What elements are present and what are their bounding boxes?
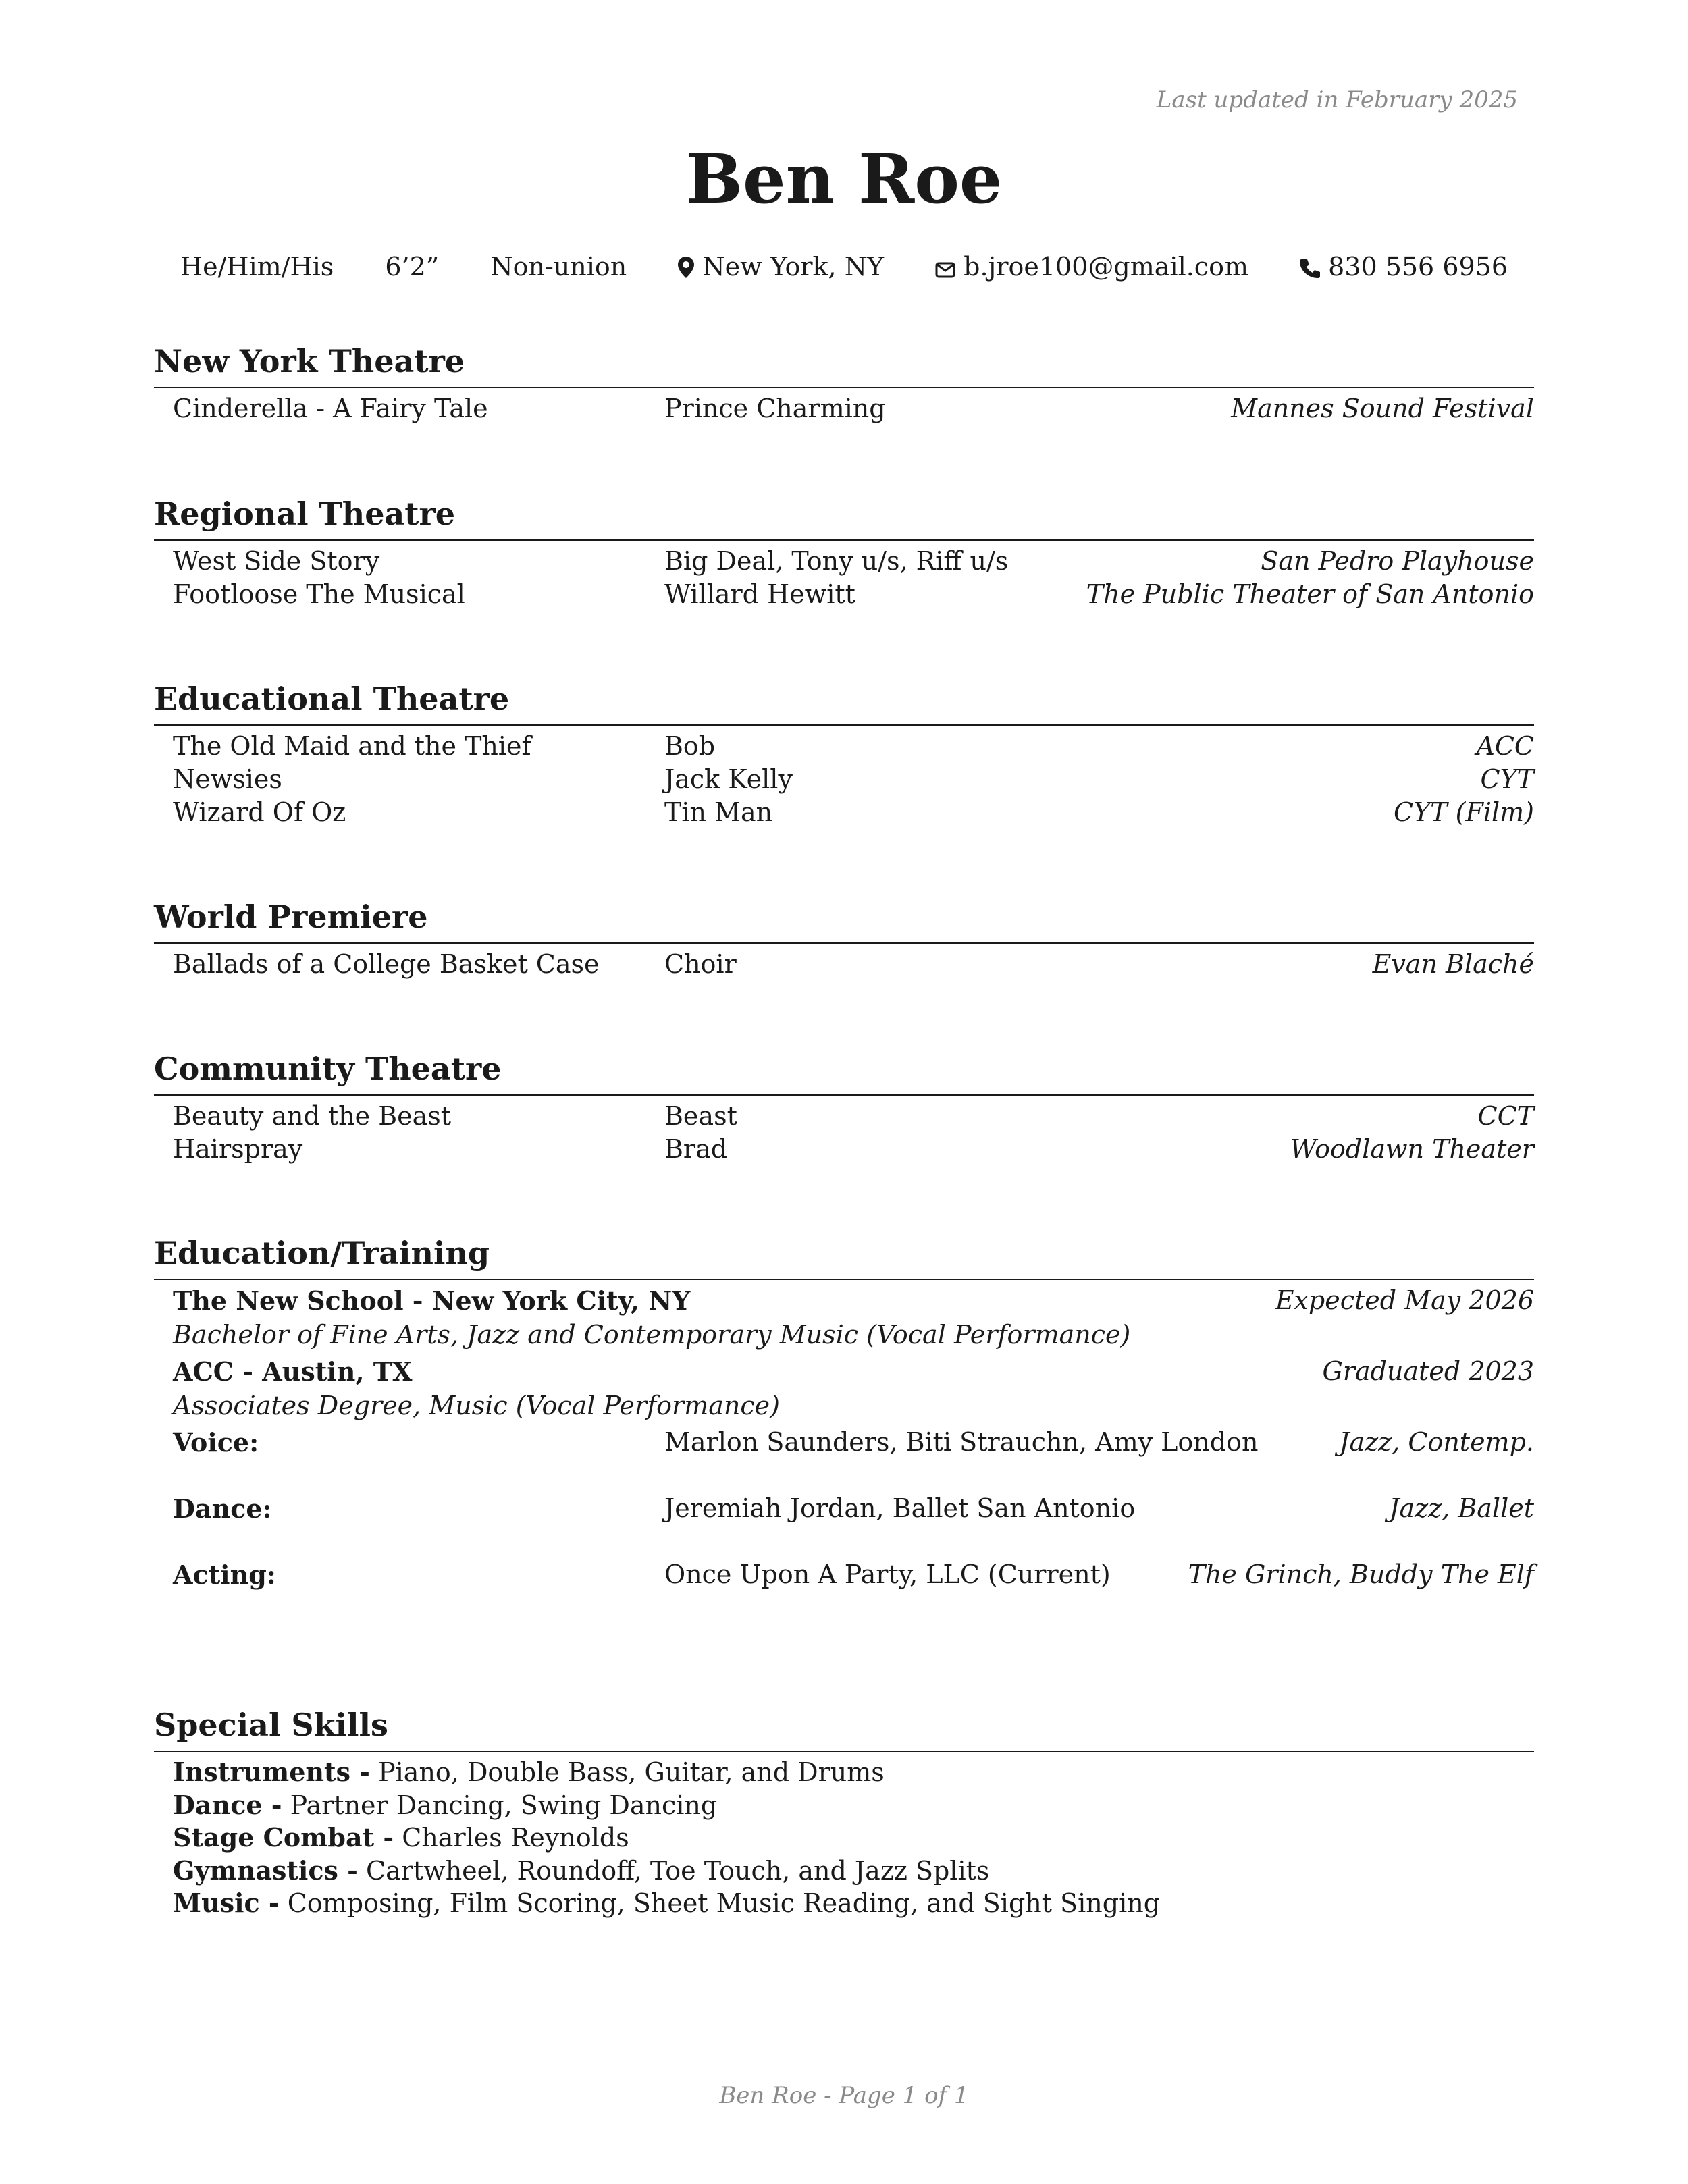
school-row bbox=[154, 1355, 1534, 1388]
location-pin-icon bbox=[678, 257, 694, 278]
show-title: Newsies bbox=[173, 764, 282, 794]
venue: Evan Blaché bbox=[1372, 949, 1534, 979]
skill-text: Composing, Film Scoring, Sheet Music Reading, and Sight Singing bbox=[287, 1888, 1161, 1918]
training-teachers: Once Upon A Party, LLC (Current) bbox=[664, 1560, 1111, 1589]
credit-row bbox=[154, 578, 1534, 611]
credit-row bbox=[154, 730, 1534, 763]
page-footer: Ben Roe - Page 1 of 1 bbox=[719, 2082, 969, 2109]
skill-item bbox=[154, 1756, 1534, 1789]
section-educational-theatre bbox=[154, 678, 1534, 829]
venue: The Public Theater of San Antonio bbox=[1086, 579, 1534, 609]
role: Bob bbox=[664, 731, 716, 761]
page-title: Ben Roe bbox=[685, 139, 1003, 219]
role: Willard Hewitt bbox=[664, 579, 855, 609]
venue: CCT bbox=[1477, 1101, 1534, 1131]
degree: Associates Degree, Music (Vocal Performance) bbox=[173, 1391, 780, 1420]
role: Big Deal, Tony u/s, Riff u/s bbox=[664, 546, 1009, 576]
credit-row bbox=[154, 763, 1534, 796]
skill-item bbox=[154, 1855, 1534, 1888]
school-name: ACC - Austin, TX bbox=[173, 1356, 413, 1387]
training-label: Voice: bbox=[173, 1427, 259, 1458]
section-new-york-theatre bbox=[154, 341, 1534, 425]
show-title: Wizard Of Oz bbox=[173, 797, 346, 827]
school-name: The New School - New York City, NY bbox=[173, 1285, 691, 1316]
email-text[interactable]: b.jroe100@gmail.com bbox=[964, 251, 1248, 282]
credit-row bbox=[154, 545, 1534, 578]
training-row bbox=[154, 1492, 1534, 1558]
skill-label: Music - bbox=[173, 1888, 280, 1918]
skill-item bbox=[154, 1789, 1534, 1822]
training-teachers: Marlon Saunders, Biti Strauchn, Amy London bbox=[664, 1427, 1259, 1457]
email[interactable] bbox=[935, 250, 1248, 284]
skill-text: Cartwheel, Roundoff, Toe Touch, and Jazz Splits bbox=[366, 1855, 990, 1886]
section-title: World Premiere bbox=[154, 897, 1534, 944]
location-text: New York, NY bbox=[702, 251, 885, 282]
section-title: Education/Training bbox=[154, 1233, 1534, 1280]
role: Beast bbox=[664, 1101, 737, 1131]
show-title: Beauty and the Beast bbox=[173, 1101, 452, 1131]
section-regional-theatre bbox=[154, 494, 1534, 611]
degree: Bachelor of Fine Arts, Jazz and Contemporary Music (Vocal Performance) bbox=[173, 1320, 1131, 1350]
phone-text: 830 556 6956 bbox=[1328, 251, 1508, 282]
pronouns: He/Him/His bbox=[180, 251, 334, 282]
section-community-theatre bbox=[154, 1048, 1534, 1166]
training-label: Acting: bbox=[173, 1560, 276, 1590]
phone bbox=[1300, 250, 1508, 284]
skill-text: Charles Reynolds bbox=[402, 1823, 629, 1853]
venue: CYT bbox=[1480, 764, 1534, 794]
role: Tin Man bbox=[664, 797, 773, 827]
skill-label: Gymnastics - bbox=[173, 1855, 358, 1886]
show-title: West Side Story bbox=[173, 546, 380, 576]
credit-row bbox=[154, 948, 1534, 981]
venue: Mannes Sound Festival bbox=[1231, 394, 1534, 423]
role: Prince Charming bbox=[664, 394, 886, 423]
training-row bbox=[154, 1426, 1534, 1492]
skill-label: Dance - bbox=[173, 1789, 282, 1820]
last-updated: Last updated in February 2025 bbox=[1156, 86, 1518, 113]
section-special-skills bbox=[154, 1705, 1534, 1920]
role: Choir bbox=[664, 949, 737, 979]
credit-row bbox=[154, 1100, 1534, 1133]
training-style: Jazz, Ballet bbox=[1389, 1493, 1534, 1523]
location bbox=[678, 250, 884, 284]
section-title: New York Theatre bbox=[154, 341, 1534, 388]
skill-text: Partner Dancing, Swing Dancing bbox=[290, 1790, 718, 1820]
skill-label: Stage Combat - bbox=[173, 1822, 394, 1853]
section-world-premiere bbox=[154, 897, 1534, 981]
venue: ACC bbox=[1476, 731, 1534, 761]
training-teachers: Jeremiah Jordan, Ballet San Antonio bbox=[664, 1493, 1136, 1523]
school-date: Graduated 2023 bbox=[1322, 1356, 1534, 1386]
show-title: Ballads of a College Basket Case bbox=[173, 949, 600, 979]
section-education-training bbox=[154, 1233, 1534, 1624]
credit-row bbox=[154, 392, 1534, 425]
show-title: The Old Maid and the Thief bbox=[173, 731, 531, 761]
skill-label: Instruments - bbox=[173, 1757, 370, 1787]
skill-text: Piano, Double Bass, Guitar, and Drums bbox=[378, 1757, 885, 1787]
school-row bbox=[154, 1284, 1534, 1317]
training-label: Dance: bbox=[173, 1493, 272, 1524]
show-title: Hairspray bbox=[173, 1134, 303, 1164]
training-style: The Grinch, Buddy The Elf bbox=[1188, 1560, 1534, 1589]
section-title: Educational Theatre bbox=[154, 678, 1534, 726]
training-style: Jazz, Contemp. bbox=[1339, 1427, 1534, 1457]
training-row bbox=[154, 1558, 1534, 1624]
venue: CYT (Film) bbox=[1394, 797, 1534, 827]
role: Brad bbox=[664, 1134, 728, 1164]
phone-icon bbox=[1300, 258, 1320, 278]
show-title: Footloose The Musical bbox=[173, 579, 465, 609]
show-title: Cinderella - A Fairy Tale bbox=[173, 394, 488, 423]
section-title: Community Theatre bbox=[154, 1048, 1534, 1096]
height: 6’2” bbox=[385, 251, 440, 282]
contact-bar bbox=[0, 247, 1688, 284]
skill-item bbox=[154, 1887, 1534, 1920]
school-date: Expected May 2026 bbox=[1275, 1285, 1534, 1315]
skill-item bbox=[154, 1821, 1534, 1855]
envelope-icon bbox=[935, 262, 955, 278]
union-status: Non-union bbox=[490, 251, 627, 282]
role: Jack Kelly bbox=[664, 764, 793, 794]
credit-row bbox=[154, 1133, 1534, 1166]
credit-row bbox=[154, 796, 1534, 829]
venue: Woodlawn Theater bbox=[1290, 1134, 1534, 1164]
venue: San Pedro Playhouse bbox=[1261, 546, 1534, 576]
section-title: Special Skills bbox=[154, 1705, 1534, 1752]
section-title: Regional Theatre bbox=[154, 494, 1534, 541]
